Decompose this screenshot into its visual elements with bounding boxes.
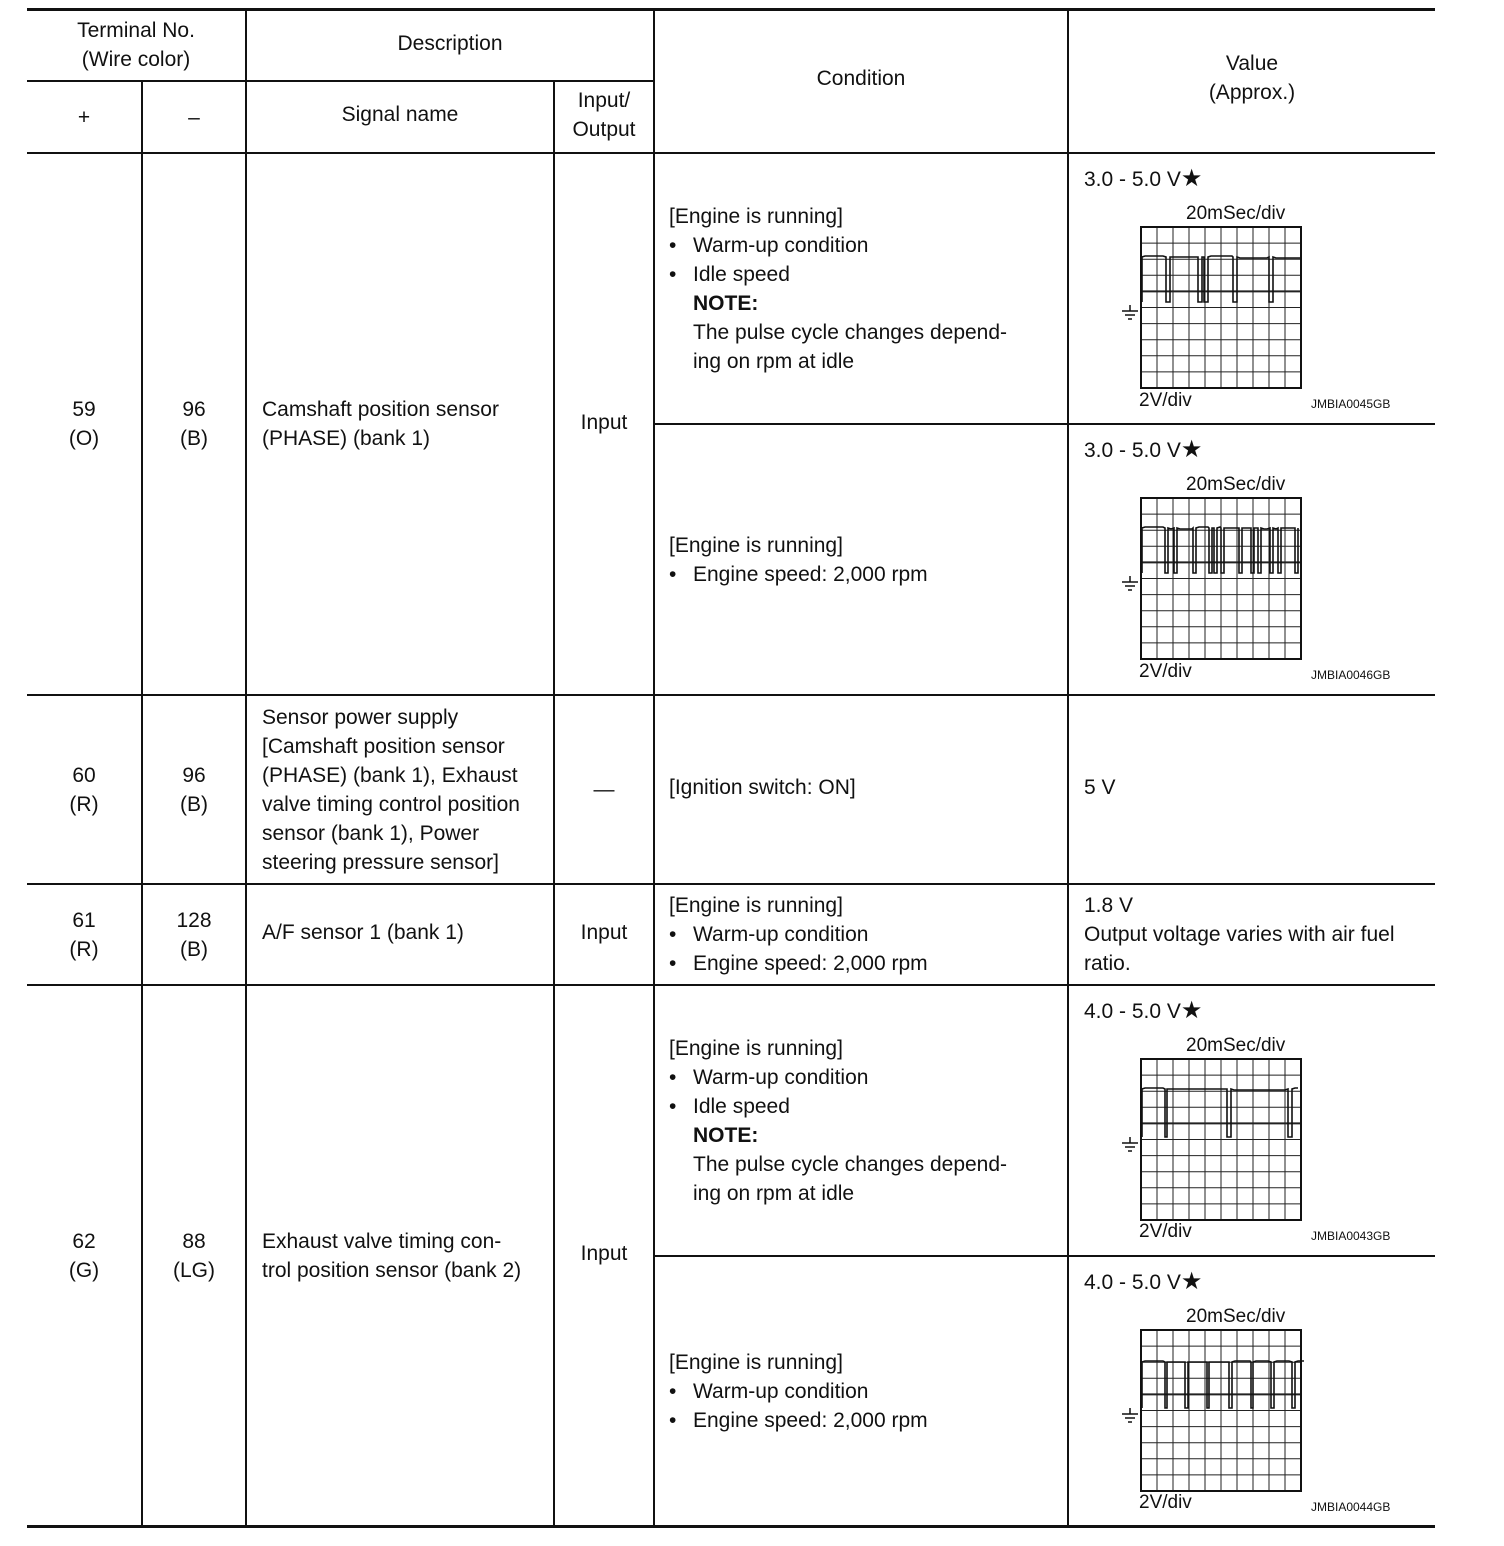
header-value (1069, 10, 1435, 146)
row-59-io (555, 154, 653, 690)
signal-line: steering pressure sensor] (262, 850, 499, 874)
condition-title: [Engine is running] (669, 533, 843, 557)
signal-line: trol position sensor (bank 2) (262, 1258, 522, 1282)
io-value: Input (580, 921, 628, 944)
row-62-minus-terminal (143, 986, 245, 1525)
condition-bullet: • Idle speed (669, 1094, 790, 1118)
row-60-plus-terminal (27, 696, 141, 883)
wire-color: (B) (180, 427, 208, 450)
header-minus (143, 82, 245, 152)
row-60-minus-terminal (143, 696, 245, 883)
row-59-signal-name (262, 154, 552, 694)
header-plus-label: + (77, 105, 91, 129)
wire-color: (R) (69, 792, 99, 816)
ground-icon (1122, 1137, 1138, 1151)
condition-title: [Engine is running] (669, 1036, 843, 1060)
wire-color: (R) (69, 937, 99, 961)
wire-color: (B) (180, 792, 208, 816)
header-value-label-1: Value (1225, 52, 1279, 75)
ground-icon (1122, 305, 1138, 319)
col-divider-minus-signal (245, 9, 247, 1526)
condition-bullet: • Engine speed: 2,000 rpm (669, 562, 928, 586)
condition-bullet: • Warm-up condition (669, 233, 869, 257)
row-60-value (1084, 696, 1434, 879)
oscilloscope-waveform (1118, 225, 1304, 390)
row-61-minus-terminal (143, 885, 245, 984)
value-text: Output voltage varies with air fuel (1084, 923, 1395, 946)
header-description-label: Description (397, 31, 503, 55)
col-divider-condition-value (1067, 9, 1069, 1526)
condition-bullet: • Warm-up condition (669, 1379, 869, 1403)
row-61-signal-name (262, 885, 552, 980)
condition-bullet: • Idle speed (669, 262, 790, 286)
row-62-condition-idle (669, 986, 1065, 1255)
wire-color: (G) (68, 1258, 100, 1282)
figure-id: JMBIA0046GB (1311, 668, 1391, 682)
terminal-number: 62 (72, 1229, 96, 1253)
scope-grid (1141, 498, 1301, 659)
row-61-value (1084, 885, 1434, 984)
value-text: 1.8 V (1084, 894, 1134, 917)
condition-title: [Engine is running] (669, 894, 843, 917)
note-line: The pulse cycle changes depend- (693, 1152, 1008, 1176)
signal-line: [Camshaft position sensor (262, 734, 505, 758)
note-line: ing on rpm at idle (693, 1181, 855, 1205)
oscilloscope-waveform (1118, 1057, 1304, 1222)
oscilloscope-waveform (1118, 496, 1304, 661)
row-62-plus-terminal (27, 986, 141, 1525)
note-line: ing on rpm at idle (693, 349, 855, 373)
value-text: 5 V (1084, 776, 1116, 799)
condition-title: [Engine is running] (669, 1350, 843, 1374)
row-61-condition (669, 885, 1065, 984)
scope-grid (1141, 227, 1301, 388)
star-icon: ★ (1180, 1268, 1203, 1295)
condition-title: [Ignition switch: ON] (669, 776, 856, 799)
volt-div-label: 2V/div (1139, 390, 1192, 411)
volt-div-label: 2V/div (1139, 1221, 1192, 1242)
terminal-number: 60 (72, 763, 96, 787)
row-61-plus-terminal (27, 885, 141, 984)
terminal-number: 59 (72, 398, 96, 421)
signal-line: Exhaust valve timing con- (262, 1229, 502, 1253)
header-input-output (555, 82, 653, 148)
header-io-label-1: Input/ (577, 89, 631, 112)
row-60-condition (669, 696, 1065, 879)
row-62-signal-name (262, 986, 552, 1525)
row-60-io (555, 696, 653, 883)
waveform-trace (1142, 527, 1298, 573)
header-wire-color-label: (Wire color) (81, 48, 191, 71)
condition-title: [Engine is running] (669, 204, 843, 228)
time-div-label: 20mSec/div (1186, 203, 1286, 224)
star-icon: ★ (1180, 997, 1203, 1024)
note-label: NOTE: (693, 1123, 759, 1147)
time-div-label: 20mSec/div (1186, 1035, 1286, 1056)
signal-line: Camshaft position sensor (262, 398, 499, 421)
wire-color: (O) (68, 427, 100, 450)
io-value: Input (580, 410, 628, 434)
header-condition-label: Condition (816, 66, 906, 90)
signal-line: (PHASE) (bank 1) (262, 427, 431, 450)
row-59-plus-terminal (27, 154, 141, 694)
signal-line: Sensor power supply (262, 705, 459, 729)
row-59-condition-2000rpm (669, 425, 1065, 694)
header-description (247, 10, 653, 76)
terminal-number: 61 (72, 908, 96, 932)
scope-grid (1141, 1059, 1301, 1220)
io-value: — (593, 778, 615, 801)
figure-id: JMBIA0043GB (1311, 1229, 1391, 1243)
time-div-label: 20mSec/div (1186, 1306, 1286, 1327)
header-terminal-no-label: Terminal No. (77, 19, 195, 42)
terminal-number: 128 (176, 908, 212, 932)
row-60-signal-name (262, 696, 552, 883)
note-label: NOTE: (693, 291, 759, 315)
terminal-number: 96 (182, 398, 206, 421)
header-io-label-2: Output (572, 118, 636, 141)
signal-line: (PHASE) (bank 1), Exhaust (262, 763, 518, 787)
header-minus-label: – (188, 105, 200, 129)
terminal-number: 88 (182, 1229, 206, 1253)
row-59-condition-idle (669, 154, 1065, 423)
condition-bullet: • Engine speed: 2,000 rpm (669, 952, 928, 975)
oscilloscope-waveform (1118, 1328, 1304, 1493)
value-range: 4.0 - 5.0 V★ (1084, 997, 1203, 1024)
table-bottom-rule (27, 1525, 1435, 1528)
row-61-io (555, 885, 653, 980)
waveform-trace (1142, 1088, 1298, 1137)
ground-icon (1122, 576, 1138, 590)
star-icon: ★ (1180, 165, 1203, 192)
header-signal-name (247, 82, 553, 146)
terminal-number: 96 (182, 763, 206, 787)
col-divider-io-condition (653, 9, 655, 1526)
signal-line: A/F sensor 1 (bank 1) (262, 921, 464, 944)
row-62-condition-2000rpm (669, 1257, 1065, 1525)
scope-grid (1141, 1330, 1301, 1491)
condition-bullet: • Warm-up condition (669, 1065, 869, 1089)
wire-color: (LG) (173, 1258, 215, 1282)
header-condition (655, 10, 1067, 146)
row-59-minus-terminal (143, 154, 245, 694)
condition-bullet: • Engine speed: 2,000 rpm (669, 1408, 928, 1432)
figure-id: JMBIA0045GB (1311, 397, 1391, 411)
io-value: Input (580, 1242, 628, 1265)
signal-line: valve timing control position (262, 792, 520, 816)
star-icon: ★ (1180, 436, 1203, 463)
value-range: 3.0 - 5.0 V★ (1084, 436, 1203, 463)
value-text: ratio. (1084, 952, 1131, 975)
note-line: The pulse cycle changes depend- (693, 320, 1008, 344)
row-62-io (555, 986, 653, 1521)
time-div-label: 20mSec/div (1186, 474, 1286, 495)
header-plus (27, 82, 141, 152)
value-range: 3.0 - 5.0 V★ (1084, 165, 1203, 192)
header-signal-name-label: Signal name (341, 102, 459, 126)
condition-bullet: • Warm-up condition (669, 923, 869, 946)
value-range: 4.0 - 5.0 V★ (1084, 1268, 1203, 1295)
volt-div-label: 2V/div (1139, 661, 1192, 682)
waveform-trace (1142, 1361, 1304, 1408)
signal-line: sensor (bank 1), Power (262, 821, 480, 845)
header-terminal-no (27, 10, 245, 80)
figure-id: JMBIA0044GB (1311, 1500, 1391, 1514)
ground-icon (1122, 1408, 1138, 1422)
wire-color: (B) (180, 937, 208, 961)
header-value-label-2: (Approx.) (1208, 81, 1296, 104)
volt-div-label: 2V/div (1139, 1492, 1192, 1513)
